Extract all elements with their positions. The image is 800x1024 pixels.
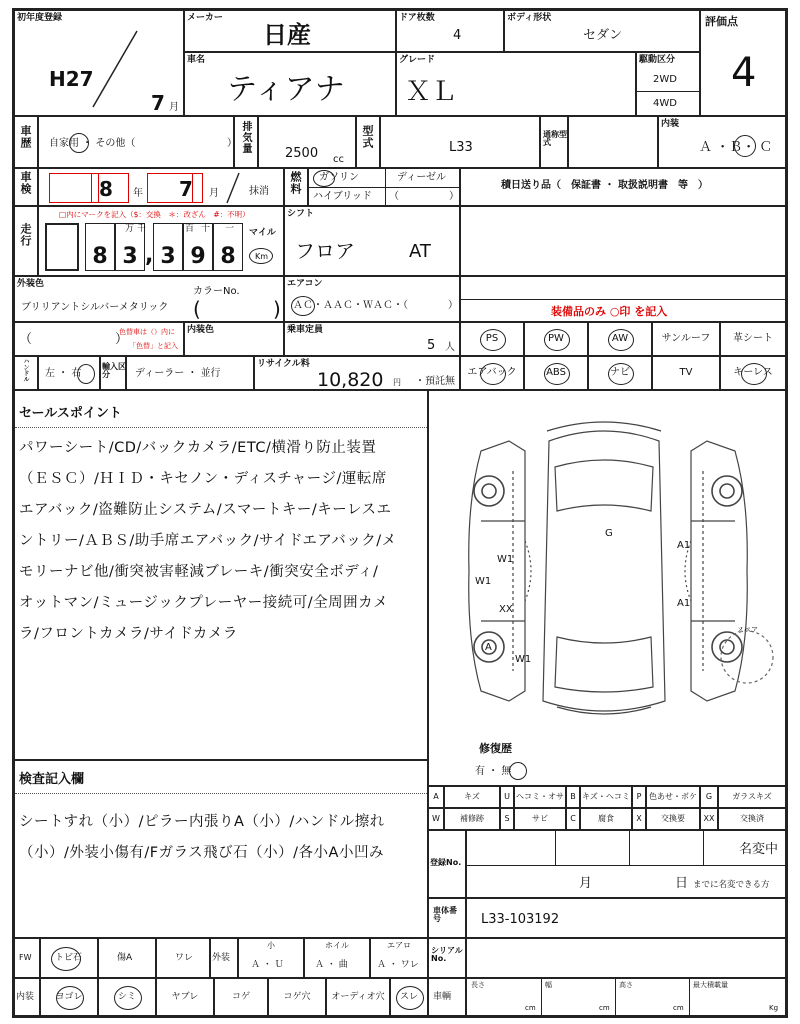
mileage-label-box: [14, 206, 38, 276]
drive-4wd: 4WD: [653, 98, 677, 109]
disp-box: [258, 116, 356, 168]
aero-items: Ａ ・ ワレ: [377, 960, 419, 970]
small-label: 小: [267, 941, 275, 950]
handle-label-box: [14, 356, 38, 390]
maker-value: 日産: [263, 21, 311, 49]
shift-trans: AT: [409, 241, 431, 262]
unit-ichi: 一: [225, 224, 235, 234]
mileage-label: 走行: [19, 223, 32, 247]
int-label-box: [14, 978, 40, 1016]
ext-small-box: [238, 938, 304, 978]
recycle-value: 10,820: [317, 369, 384, 391]
insp-year: 8: [99, 177, 113, 201]
fuel-box: [308, 168, 460, 206]
text-line: （ＥＳＣ）/ＨＩＤ・キセノン・ディスチャージ/運転席: [19, 471, 387, 487]
fw-label-box: [14, 938, 40, 978]
exterior-label: 外装色: [17, 279, 45, 289]
reg-label-box: [428, 830, 466, 898]
legend-cell: S: [500, 808, 514, 830]
legend-cell: B: [566, 786, 580, 808]
aero-label: エアロ: [387, 941, 411, 950]
dims-label-box: [428, 978, 466, 1016]
equipment-item-1: PW: [524, 322, 588, 356]
fuel-other: （ ）: [389, 191, 459, 202]
capacity-unit: 人: [445, 342, 455, 353]
recycle-deposit: ・預託無: [415, 376, 455, 387]
disp-label-box: [234, 116, 258, 168]
first-reg-year: H27: [49, 67, 94, 91]
damage-mark-w1-c: W1: [515, 654, 532, 665]
repair-value: 有 ・ 無: [475, 766, 512, 777]
ext-label-box: [210, 938, 238, 978]
text-line: パワーシート/CD/バックカメラ/ETC/横滑り防止装置: [19, 440, 377, 456]
slash-mark-2: [223, 171, 243, 205]
aircon-circle-mark: [291, 296, 315, 316]
legend-cell: 交換要: [646, 808, 700, 830]
interior-color-label: 内装色: [187, 325, 215, 335]
legend-cell: U: [500, 786, 514, 808]
grade-label: グレード: [399, 55, 436, 65]
common-model-label-box: [540, 116, 568, 168]
score-value: 4: [731, 50, 757, 96]
fuel-gasoline: ガソリン: [319, 172, 359, 183]
fuel-hybrid: ハイブリッド: [313, 191, 372, 202]
auction-sheet: [12, 8, 788, 1018]
exterior-value: ブリリアントシルバーメタリック: [21, 302, 169, 313]
paren-close: ）: [115, 332, 129, 347]
history-label: 車歴: [19, 125, 32, 149]
score-box: [700, 10, 786, 116]
equipment-item-9: キーレス: [720, 356, 786, 390]
handle-label: ハンドル: [22, 358, 29, 382]
slash-mark: [85, 29, 145, 109]
inspection-lines: [19, 807, 429, 869]
interior-label: 内装: [661, 119, 680, 129]
recycle-label: リサイクル料: [257, 359, 310, 369]
fw-item-2: ワレ: [156, 938, 210, 978]
car-diagram-box: [428, 390, 786, 786]
repair-circle-mark: [509, 762, 527, 780]
equipment-circle-mark: [544, 363, 570, 385]
body-label: ボディ形状: [507, 13, 552, 23]
import-label-box: [100, 356, 126, 390]
color-open: (: [193, 297, 201, 321]
handle-circle-mark: [77, 364, 95, 384]
fuel-circle-mark: [313, 170, 335, 187]
first-reg-month-suffix: 月: [169, 102, 179, 113]
sales-points-lines: [19, 433, 429, 650]
mileage-digit-1: 3: [115, 223, 145, 271]
mileage-note: □内にマークを記入（$：交換 ＊：改ざん #：不明）: [59, 210, 250, 219]
doors-value: 4: [453, 28, 462, 43]
drive-label: 駆動区分: [639, 55, 676, 65]
damage-mark-g: G: [605, 528, 613, 539]
text-line: オットマン/ミュージックプレーヤー接続可/全周囲カメ: [19, 595, 389, 611]
aircon-label: エアコン: [287, 279, 323, 289]
serial-label: シリアルNo.: [431, 946, 463, 963]
spare-label: スペア: [737, 626, 758, 634]
reg-deadline: までに名変できる方: [693, 880, 770, 890]
drive-2wd: 2WD: [653, 74, 677, 85]
interior-damage-item-0: ヨゴレ: [40, 978, 98, 1016]
fw-item-0: トビ石: [40, 938, 98, 978]
legend-cell: キズ・ヘコミ: [580, 786, 632, 808]
model-box: [380, 116, 540, 168]
dims-box: 長さ cm 幅 cm 高さ cm 最大積載量 Kg: [466, 978, 786, 1016]
equipment-item-5: エアバック: [460, 356, 524, 390]
exterior-box: [14, 276, 284, 322]
interior-damage-item-1: シミ: [98, 978, 156, 1016]
reg-box: [466, 830, 786, 898]
unit-hyaku: 百: [185, 224, 195, 234]
doors-label: ドア枚数: [399, 13, 435, 23]
color-change-note1: 色替車は（）内に: [119, 328, 175, 336]
mileage-digit-3: 9: [183, 223, 213, 271]
legend-cell: ガラスキズ: [718, 786, 786, 808]
aircon-box: [284, 276, 460, 322]
docs-area: [460, 206, 786, 276]
damage-mark-xx: XX: [499, 604, 513, 615]
chassis-box: [466, 898, 786, 938]
chassis-label-box: [428, 898, 466, 938]
history-text: 自家用 ・ その他（: [49, 138, 136, 149]
equipment-circle-mark: [608, 329, 634, 351]
damage-mark-a1-b: A1: [677, 598, 691, 609]
color-change-note2: 「色替」と記入: [129, 342, 178, 350]
legend-cell: X: [632, 808, 646, 830]
history-close: ）: [227, 138, 237, 149]
max-load-label: 最大積載量: [693, 981, 728, 989]
first-reg-month: 7: [151, 91, 165, 115]
common-model-label: 通称型式: [543, 130, 567, 147]
inspection-divider: [15, 793, 427, 794]
legend-cell: 補修跡: [444, 808, 500, 830]
model-label-box: [356, 116, 380, 168]
reg-month: 月: [579, 876, 593, 891]
legend-cell: XX: [700, 808, 718, 830]
body-box: [504, 10, 700, 52]
chassis-value: L33-103192: [481, 912, 560, 927]
interior-circle-mark: [56, 986, 84, 1010]
reg-day: 日: [675, 876, 689, 891]
damage-mark-w1-a: W1: [497, 554, 514, 565]
chassis-label: 車体番号: [433, 906, 457, 923]
equipment-item-4: 革シート: [720, 322, 786, 356]
text-line: エアバック/盗難防止システム/スマートキー/キーレスエ: [19, 502, 392, 518]
equipment-header: 装備品のみ ○印 を記入: [551, 305, 668, 318]
body-value: セダン: [583, 28, 623, 43]
km-circle-mark: [249, 248, 273, 264]
dims-label: 車輌: [433, 992, 452, 1002]
history-circle-mark: [69, 133, 89, 153]
fuel-diesel: ディーゼル: [397, 172, 446, 183]
wheel-label: ホイル: [325, 941, 349, 950]
interior-box: [658, 116, 786, 168]
interior-damage-item-4: コゲ穴: [268, 978, 326, 1016]
text-line: ラ/フロントカメラ/サイドカメラ: [19, 626, 238, 642]
grade-box: [396, 52, 636, 116]
reg-no-label: 登録No.: [430, 858, 462, 867]
width-label: 幅: [545, 981, 552, 989]
capacity-value: 5: [427, 338, 436, 353]
height-label: 高さ: [619, 981, 633, 989]
interior-circle-mark: [734, 135, 756, 157]
aircon-value: ＡＣ・ＡＡＣ・ＷＡＣ・（ ）: [293, 300, 458, 311]
text-line: シートすれ（小）/ピラー内張りA（小）/ハンドル擦れ: [19, 814, 385, 830]
damage-mark-a1-a: A1: [677, 540, 691, 551]
legend-cell: G: [700, 786, 718, 808]
import-value: ディーラー ・ 並行: [135, 368, 221, 379]
interior-grade: Ａ ・Ｂ・ Ｃ: [699, 140, 773, 155]
color-no-label: カラーNo.: [193, 286, 240, 297]
interior-damage-item-2: ヤブレ: [156, 978, 214, 1016]
capacity-box: [284, 322, 460, 356]
displacement-value: 2500: [285, 146, 319, 161]
model-label: 型式: [361, 125, 374, 149]
maker-label: メーカー: [187, 13, 223, 23]
sales-points-box: [14, 390, 428, 760]
fw-item-1: 傷A: [98, 938, 156, 978]
disp-label: 排気量: [240, 121, 251, 154]
name-change-label: 名変中: [739, 842, 779, 857]
mileage-digit-0: 8: [85, 223, 115, 271]
import-label: 輸入区分: [102, 362, 126, 379]
handle-box: [38, 356, 100, 390]
drive-box: [636, 52, 700, 116]
car-name-label: 車名: [187, 55, 206, 65]
car-name-box: [184, 52, 396, 116]
equipment-item-0: PS: [460, 322, 524, 356]
fuel-label: 燃料: [289, 171, 302, 195]
score-label: 評価点: [705, 15, 738, 28]
interior-damage-item-3: コゲ: [214, 978, 268, 1016]
inspection-title: 検査記入欄: [19, 772, 85, 787]
int-label: 内装: [16, 992, 35, 1002]
grade-value: ＸＬ: [405, 77, 458, 107]
interior-damage-row: [40, 978, 428, 1016]
insp-month: 7: [179, 177, 193, 201]
damage-mark-a: A: [485, 642, 492, 653]
equipment-circle-mark: [480, 329, 506, 351]
equipment-circle-mark: [480, 363, 506, 385]
mileage-digit-4: 8: [213, 223, 243, 271]
paren-open: （: [19, 332, 33, 347]
repair-label: 修復歴: [479, 742, 512, 755]
history-box: [38, 116, 237, 168]
equipment-grid: [460, 322, 786, 390]
equipment-item-7: ナビ: [588, 356, 652, 390]
interior-damage-item-6: スレ: [390, 978, 428, 1016]
legend-cell: サビ: [514, 808, 566, 830]
legend-cell: 色あせ・ボケ: [646, 786, 700, 808]
fuel-label-box: [284, 168, 308, 206]
docs-box: [460, 168, 786, 206]
damage-mark-w1-b: W1: [475, 576, 492, 587]
unit-juu: 十: [201, 224, 211, 234]
inspection-label: 車検: [19, 171, 32, 195]
month-suffix: 月: [209, 188, 219, 199]
text-line: モリーナビ他/衝突被害軽減ブレーキ/衝突安全ボディ/: [19, 564, 379, 580]
wheel-items: Ａ ・ 曲: [315, 960, 348, 970]
equipment-header-box: [460, 276, 786, 322]
equipment-circle-mark: [608, 363, 634, 385]
legend-cell: W: [428, 808, 444, 830]
sales-points-title: セールスポイント: [19, 406, 122, 421]
inspection-box: [38, 168, 284, 206]
equipment-circle-mark: [741, 363, 767, 385]
first-registration-box: [14, 10, 184, 116]
handle-value: 左 ・ 右: [45, 368, 82, 379]
aero-box: [370, 938, 428, 978]
equipment-item-6: ABS: [524, 356, 588, 390]
text-line: ントリー/ＡＢＳ/助手席エアバック/サイドエアバック/メ: [19, 533, 397, 549]
capacity-label: 乗車定員: [287, 325, 324, 335]
doors-box: [396, 10, 504, 52]
color-close: ): [273, 297, 281, 321]
wheel-box: [304, 938, 370, 978]
import-box: [126, 356, 254, 390]
docs-label: 積日送り品（ 保証書 ・ 取扱説明書 等 ）: [501, 180, 708, 191]
ext-label: 外装: [212, 953, 231, 963]
fw-circle-mark: [51, 947, 81, 971]
equipment-item-2: AW: [588, 322, 652, 356]
small-items: Ａ ・ Ｕ: [251, 960, 284, 970]
inspection-notes-box: [14, 760, 428, 938]
interior-circle-mark: [396, 986, 424, 1010]
equipment-circle-mark: [544, 329, 570, 351]
recycle-box: [254, 356, 460, 390]
fw-label: FW: [19, 953, 32, 962]
shift-box: [284, 206, 460, 276]
car-name-value: ティアナ: [227, 72, 345, 107]
shift-type: フロア: [295, 239, 355, 263]
damage-legend: [428, 786, 786, 830]
legend-cell: 交換済: [718, 808, 786, 830]
mileage-digit-2: 3: [153, 223, 183, 271]
cancelled-label: 抹消: [249, 186, 269, 197]
mile-label: マイル: [249, 228, 276, 238]
mileage-mark-box: [45, 223, 79, 271]
interior-circle-mark: [114, 986, 142, 1010]
km-label: Km: [255, 252, 269, 261]
year-suffix: 年: [133, 188, 143, 199]
common-model-box: [568, 116, 658, 168]
serial-box: [466, 938, 786, 978]
interior-damage-item-5: オーディオ穴: [326, 978, 390, 1016]
color-change-box: [14, 322, 184, 356]
legend-cell: P: [632, 786, 646, 808]
car-outline-diagram: [429, 391, 787, 721]
recycle-yen: 円: [393, 378, 401, 387]
unit-man: 万: [125, 224, 135, 234]
length-label: 長さ: [471, 981, 485, 989]
model-value: L33: [449, 140, 473, 155]
unit-sen: 千: [137, 224, 147, 234]
text-line: （小）/外装小傷有/Fガラス飛び石（小）/各小A小凹み: [19, 845, 384, 861]
first-reg-label: 初年度登録: [17, 13, 63, 23]
cc-unit: cc: [333, 154, 344, 165]
shift-label: シフト: [287, 209, 315, 219]
sales-points-divider: [15, 427, 427, 428]
legend-cell: 腐食: [580, 808, 632, 830]
serial-label-box: [428, 938, 466, 978]
equipment-item-3: サンルーフ: [652, 322, 720, 356]
inspection-label-box: [14, 168, 38, 206]
legend-cell: ヘコミ・オサ: [514, 786, 566, 808]
legend-cell: A: [428, 786, 444, 808]
mileage-box: □内にマークを記入（$：交換 ＊：改ざん #：不明） 8 3 3 9 8 万 千 百 十 一 , マイル Km: [38, 206, 284, 276]
maker-box: [184, 10, 396, 52]
legend-cell: キズ: [444, 786, 500, 808]
equipment-item-8: TV: [652, 356, 720, 390]
legend-cell: C: [566, 808, 580, 830]
history-label-box: [14, 116, 38, 168]
interior-color-box: [184, 322, 284, 356]
